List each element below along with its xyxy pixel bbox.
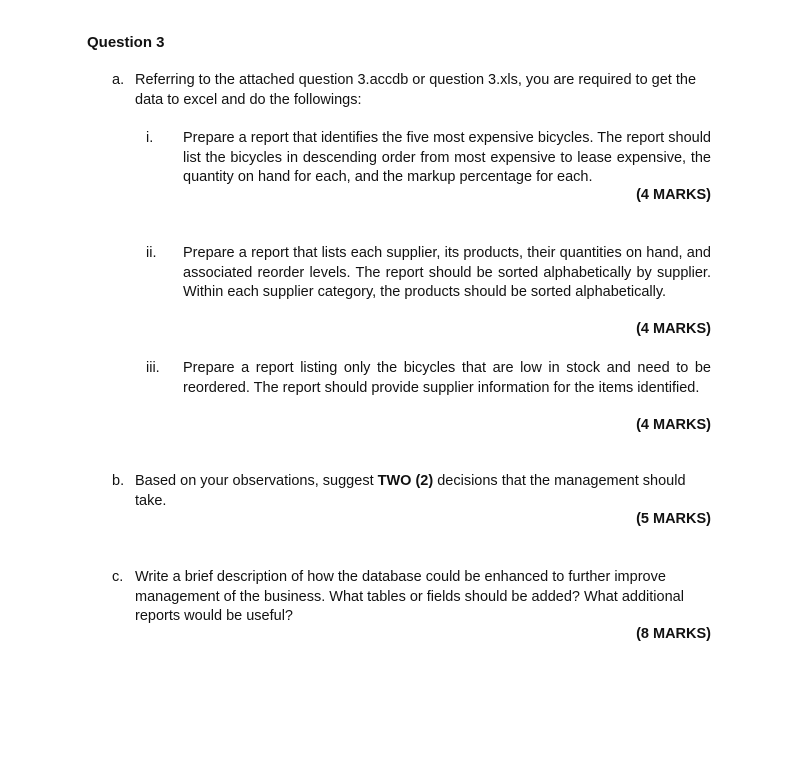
subpart-i-text: Prepare a report that identifies the five most expensive bicycles. The report should list the bicycles in descending order from most expensive to lease expensive, the quantity on hand for each, and the markup percentage for each. [183, 130, 711, 185]
subpart-ii-label: ii. [146, 245, 157, 261]
subpart-ii-text: Prepare a report that lists each supplier, its products, their quantities on hand, and associated reorder levels. The report should be sorted alphabetically by supplier. Within each supplier category, the products should be sorted alphabetically. [183, 245, 711, 300]
part-c-text: Write a brief description of how the database could be enhanced to further improve management of the business. What tables or fields should be added? What additional reports would be useful? [135, 569, 684, 624]
part-b-label: b. [112, 473, 125, 489]
subpart-iii-marks: (4 MARKS) [636, 417, 711, 433]
part-c-marks: (8 MARKS) [636, 626, 711, 642]
part-a-text: Referring to the attached question 3.accdb or question 3.xls, you are required to get the data to excel and do the followings: [135, 72, 697, 108]
part-b-text-bold: TWO (2) [377, 473, 434, 489]
question-title: Question 3 [87, 34, 165, 51]
part-a-label: a. [112, 72, 125, 88]
subpart-iii-label: iii. [146, 360, 160, 376]
part-b-text [135, 472, 715, 511]
subpart-i-label: i. [146, 130, 154, 146]
part-b-text-after: decisions that the management should take. [135, 473, 686, 509]
part-b-text-before: Based on your observations, suggest [135, 473, 378, 489]
part-b-marks: (5 MARKS) [636, 511, 711, 527]
subpart-ii-marks: (4 MARKS) [636, 321, 711, 337]
subpart-iii-text: Prepare a report listing only the bicycles that are low in stock and need to be reordered. The report should provide supplier information for the items identified. [183, 360, 711, 396]
part-c-label: c. [112, 569, 124, 585]
subpart-i-marks: (4 MARKS) [636, 187, 711, 203]
